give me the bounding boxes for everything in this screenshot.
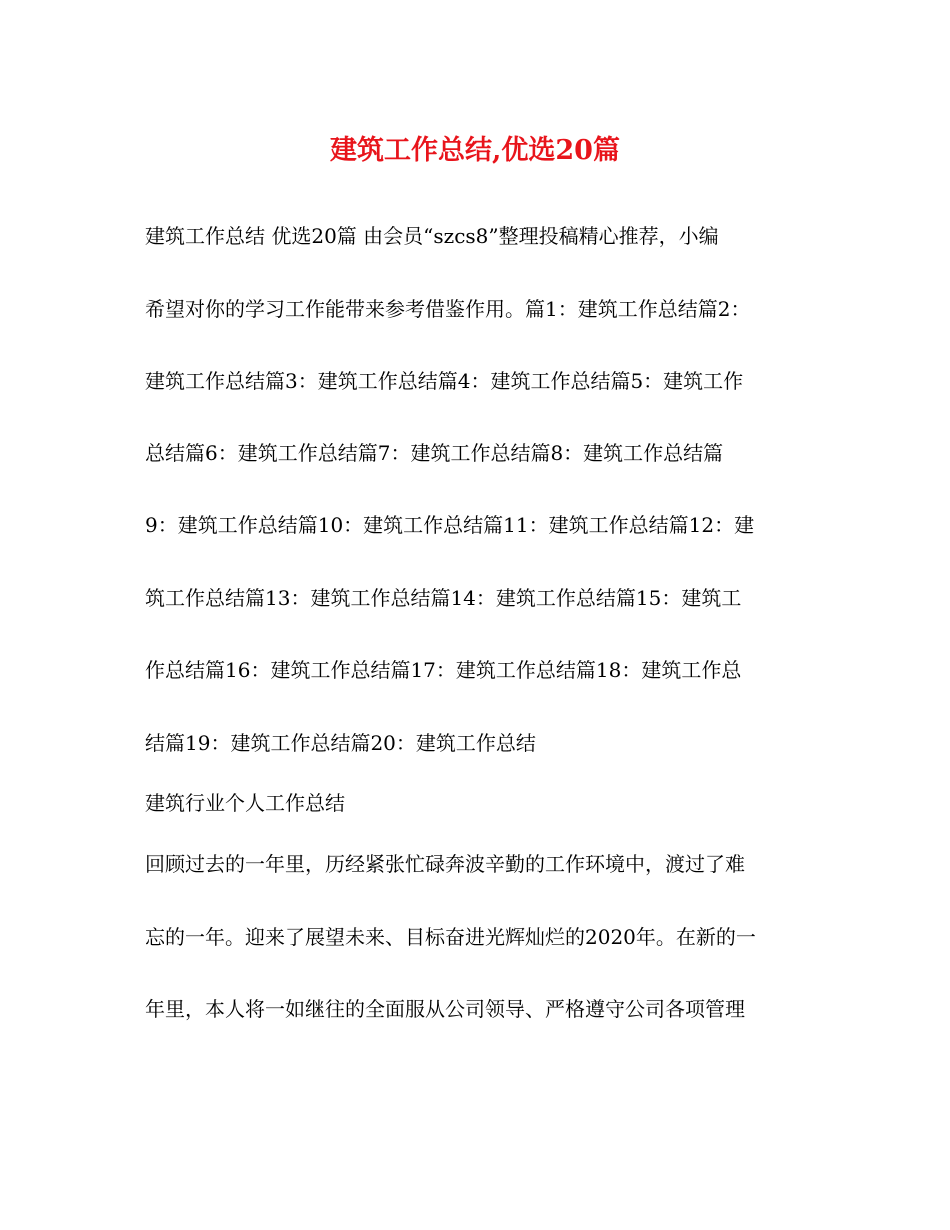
- body-line: 年里，本人将一如继往的全面服从公司领导、严格遵守公司各项管理: [145, 997, 745, 1021]
- intro-line: 9：建筑工作总结篇10：建筑工作总结篇11：建筑工作总结篇12：建: [145, 513, 755, 537]
- intro-line: 作总结篇16：建筑工作总结篇17：建筑工作总结篇18：建筑工作总: [145, 658, 742, 682]
- intro-line: 建筑工作总结篇3：建筑工作总结篇4：建筑工作总结篇5：建筑工作: [145, 369, 744, 393]
- document-title: 建筑工作总结,优选20篇: [330, 135, 620, 166]
- body-line: 忘的一年。迎来了展望未来、目标奋进光辉灿烂的2020年。在新的一: [145, 925, 756, 949]
- intro-line: 筑工作总结篇13：建筑工作总结篇14：建筑工作总结篇15：建筑工: [145, 586, 742, 610]
- section-heading: 建筑行业个人工作总结: [145, 791, 345, 815]
- intro-line: 总结篇6：建筑工作总结篇7：建筑工作总结篇8：建筑工作总结篇: [145, 441, 724, 465]
- intro-line: 希望对你的学习工作能带来参考借鉴作用。篇1：建筑工作总结篇2：: [145, 297, 751, 321]
- intro-line: 建筑工作总结 优选20篇 由会员“szcs8”整理投稿精心推荐，小编: [145, 224, 719, 248]
- body-line: 回顾过去的一年里，历经紧张忙碌奔波辛勤的工作环境中，渡过了难: [145, 852, 745, 876]
- intro-line: 结篇19：建筑工作总结篇20：建筑工作总结: [145, 731, 536, 755]
